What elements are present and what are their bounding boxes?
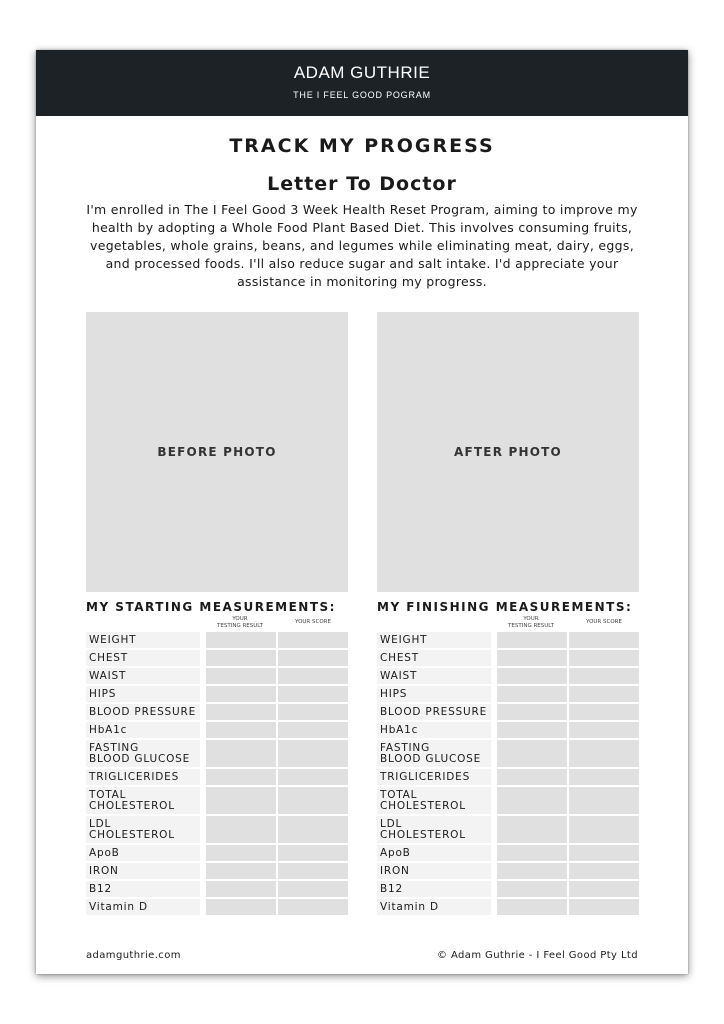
starting-heading: MY STARTING MEASUREMENTS: (86, 600, 336, 614)
starting-row (86, 668, 348, 684)
measurement-label: ApoB (377, 845, 491, 861)
measurement-label: HbA1c (86, 722, 200, 738)
testing-result-cell[interactable] (206, 863, 276, 879)
finishing-row (377, 650, 639, 666)
testing-result-cell[interactable] (497, 632, 567, 648)
testing-result-cell[interactable] (497, 787, 567, 814)
testing-result-cell[interactable] (206, 881, 276, 897)
finishing-heading: MY FINISHING MEASUREMENTS: (377, 600, 633, 614)
measurement-label: LDL CHOLESTEROL (86, 816, 200, 843)
footer-website: adamguthrie.com (86, 950, 181, 961)
testing-result-cell[interactable] (497, 769, 567, 785)
score-cell[interactable] (278, 769, 348, 785)
measurement-label: HIPS (377, 686, 491, 702)
measurement-label: TOTAL CHOLESTEROL (86, 787, 200, 814)
measurement-label: IRON (86, 863, 200, 879)
score-cell[interactable] (278, 881, 348, 897)
finishing-row (377, 863, 639, 879)
score-cell[interactable] (569, 740, 639, 767)
testing-result-cell[interactable] (497, 668, 567, 684)
finishing-row (377, 704, 639, 720)
score-cell[interactable] (569, 722, 639, 738)
finishing-row (377, 632, 639, 648)
score-cell[interactable] (278, 686, 348, 702)
finishing-column-headers (377, 614, 639, 632)
measurement-label: LDL CHOLESTEROL (377, 816, 491, 843)
measurement-label: B12 (86, 881, 200, 897)
measurement-label: WAIST (377, 668, 491, 684)
testing-result-cell[interactable] (206, 899, 276, 915)
testing-result-cell[interactable] (206, 650, 276, 666)
finishing-measurements (377, 600, 639, 917)
starting-column-headers (86, 614, 348, 632)
finishing-row (377, 722, 639, 738)
page-subtitle: Letter To Doctor (267, 173, 457, 195)
measurement-label: WAIST (86, 668, 200, 684)
score-cell[interactable] (278, 668, 348, 684)
measurement-label: FASTING BLOOD GLUCOSE (86, 740, 200, 767)
score-cell[interactable] (569, 704, 639, 720)
starting-score-header: YOUR SCORE (295, 619, 331, 625)
starting-row (86, 881, 348, 897)
after-photo-placeholder (377, 312, 639, 592)
finishing-rows (377, 632, 639, 915)
finishing-row (377, 816, 639, 843)
finishing-row (377, 769, 639, 785)
finishing-row (377, 668, 639, 684)
starting-row (86, 632, 348, 648)
testing-result-cell[interactable] (497, 845, 567, 861)
testing-result-cell[interactable] (497, 899, 567, 915)
score-cell[interactable] (278, 650, 348, 666)
measurement-label: BLOOD PRESSURE (86, 704, 200, 720)
measurement-label: CHEST (86, 650, 200, 666)
starting-row (86, 845, 348, 861)
testing-result-cell[interactable] (206, 787, 276, 814)
measurement-label: Vitamin D (86, 899, 200, 915)
starting-row (86, 704, 348, 720)
score-cell[interactable] (278, 787, 348, 814)
starting-row (86, 650, 348, 666)
starting-row (86, 686, 348, 702)
score-cell[interactable] (569, 899, 639, 915)
measurement-label: WEIGHT (377, 632, 491, 648)
measurement-label: TRIGLICERIDES (377, 769, 491, 785)
finishing-row (377, 881, 639, 897)
score-cell[interactable] (569, 787, 639, 814)
score-cell[interactable] (278, 704, 348, 720)
testing-result-cell[interactable] (206, 769, 276, 785)
finishing-row (377, 787, 639, 814)
finishing-row (377, 845, 639, 861)
document-page (36, 50, 688, 974)
testing-result-cell[interactable] (497, 650, 567, 666)
score-cell[interactable] (278, 722, 348, 738)
score-cell[interactable] (278, 816, 348, 843)
testing-result-cell[interactable] (206, 740, 276, 767)
measurement-label: HbA1c (377, 722, 491, 738)
score-cell[interactable] (569, 881, 639, 897)
testing-result-cell[interactable] (497, 704, 567, 720)
finishing-row (377, 740, 639, 767)
measurement-label: B12 (377, 881, 491, 897)
score-cell[interactable] (569, 845, 639, 861)
score-cell[interactable] (278, 632, 348, 648)
score-cell[interactable] (278, 845, 348, 861)
starting-row (86, 722, 348, 738)
before-photo-placeholder (86, 312, 348, 592)
measurement-label: Vitamin D (377, 899, 491, 915)
letter-body: I'm enrolled in The I Feel Good 3 Week Health Reset Program, aiming to improve my health by adopting a Whole Food Plant Based Diet. This involves consuming fruits, vegetables, whole grains, beans, and legumes while eliminating meat, dairy, eggs, and processed foods. I'll also reduce sugar and salt intake. I'd appreciate your assistance in monitoring my progress. (86, 202, 638, 289)
score-cell[interactable] (569, 769, 639, 785)
testing-result-cell[interactable] (206, 686, 276, 702)
score-cell[interactable] (278, 740, 348, 767)
starting-row (86, 740, 348, 767)
starting-row (86, 899, 348, 915)
measurement-label: HIPS (86, 686, 200, 702)
testing-result-cell[interactable] (206, 632, 276, 648)
score-cell[interactable] (278, 863, 348, 879)
measurement-label: TRIGLICERIDES (86, 769, 200, 785)
testing-result-cell[interactable] (497, 722, 567, 738)
measurement-label: WEIGHT (86, 632, 200, 648)
finishing-row (377, 686, 639, 702)
testing-result-cell[interactable] (206, 722, 276, 738)
testing-result-cell[interactable] (497, 863, 567, 879)
before-photo-label: BEFORE PHOTO (157, 445, 277, 459)
starting-row (86, 787, 348, 814)
program-name: THE I FEEL GOOD POGRAM (293, 90, 431, 100)
author-name: ADAM GUTHRIE (293, 63, 431, 82)
starting-row (86, 816, 348, 843)
testing-result-cell[interactable] (497, 686, 567, 702)
score-cell[interactable] (569, 668, 639, 684)
score-cell[interactable] (569, 816, 639, 843)
page-title: TRACK MY PROGRESS (229, 135, 495, 157)
starting-result-header: YOUR TESTING RESULT (217, 616, 263, 629)
measurement-label: BLOOD PRESSURE (377, 704, 491, 720)
testing-result-cell[interactable] (206, 816, 276, 843)
score-cell[interactable] (569, 632, 639, 648)
testing-result-cell[interactable] (497, 740, 567, 767)
testing-result-cell[interactable] (206, 845, 276, 861)
measurement-label: FASTING BLOOD GLUCOSE (377, 740, 491, 767)
testing-result-cell[interactable] (206, 668, 276, 684)
testing-result-cell[interactable] (497, 816, 567, 843)
score-cell[interactable] (569, 863, 639, 879)
header-banner (36, 50, 688, 116)
starting-row (86, 769, 348, 785)
measurement-label: IRON (377, 863, 491, 879)
measurement-label: CHEST (377, 650, 491, 666)
starting-measurements (86, 600, 348, 917)
finishing-score-header: YOUR SCORE (586, 619, 622, 625)
finishing-result-header: YOUR TESTING RESULT (508, 616, 554, 629)
testing-result-cell[interactable] (206, 704, 276, 720)
testing-result-cell[interactable] (497, 881, 567, 897)
score-cell[interactable] (569, 686, 639, 702)
finishing-row (377, 899, 639, 915)
measurement-label: TOTAL CHOLESTEROL (377, 787, 491, 814)
score-cell[interactable] (278, 899, 348, 915)
starting-rows (86, 632, 348, 915)
footer-copyright: © Adam Guthrie - I Feel Good Pty Ltd (437, 950, 638, 961)
starting-row (86, 863, 348, 879)
measurement-label: ApoB (86, 845, 200, 861)
score-cell[interactable] (569, 650, 639, 666)
after-photo-label: AFTER PHOTO (454, 445, 562, 459)
